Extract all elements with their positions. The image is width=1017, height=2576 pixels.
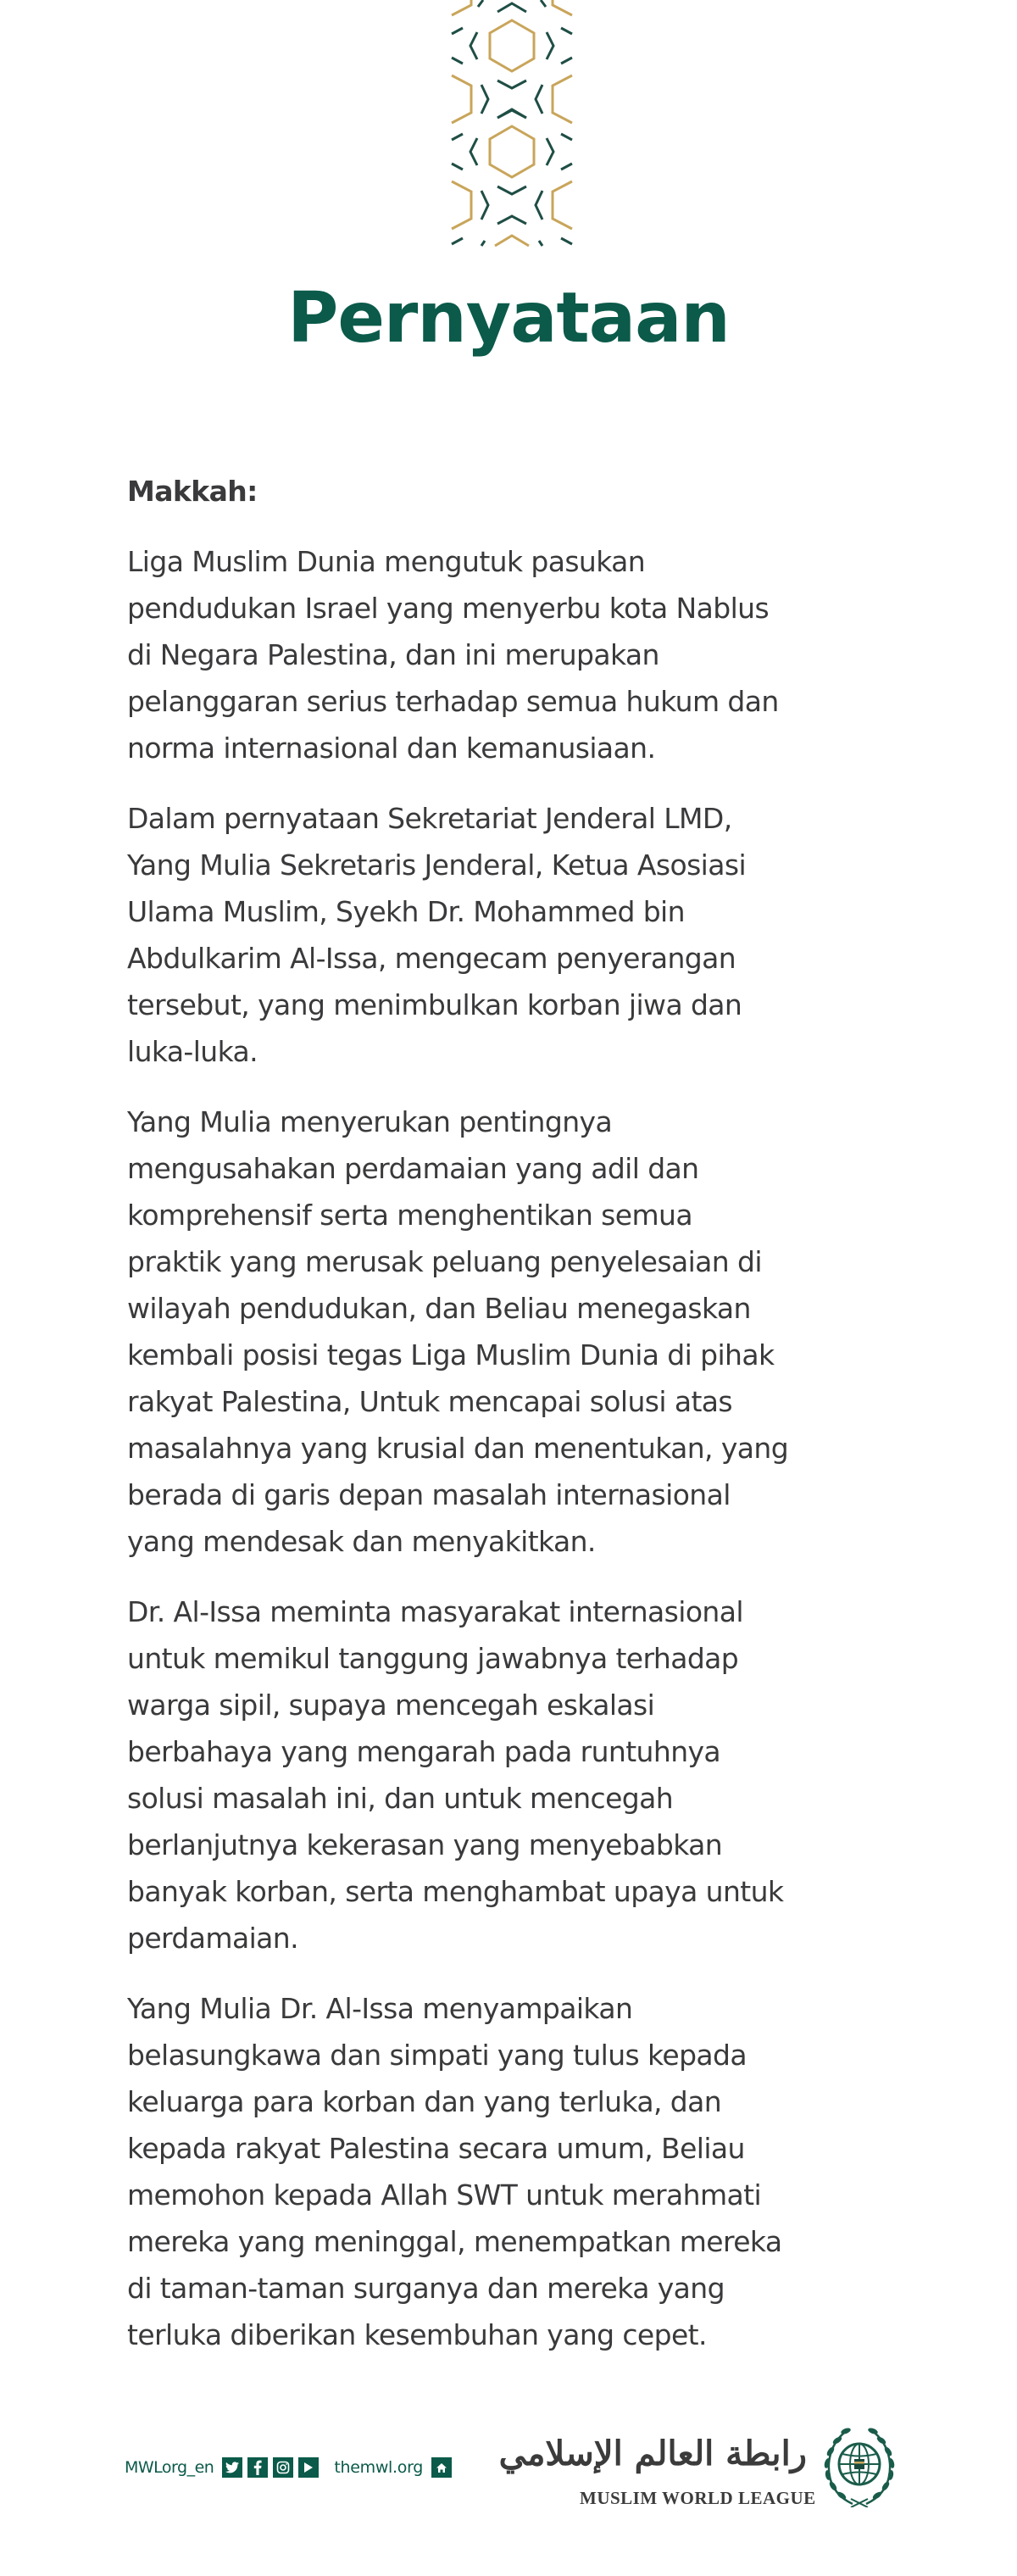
text-line: pelanggaran serius terhadap semua hukum dan	[127, 685, 779, 718]
page-title: Pernyataan	[287, 278, 730, 359]
text-line: terluka diberikan kesembuhan yang cepet.	[127, 2318, 707, 2351]
text-line: berada di garis depan masalah internasional	[127, 1478, 731, 1511]
globe-laurel-emblem-icon	[819, 2426, 900, 2507]
text-line: keluarga para korban dan yang terluka, dan	[127, 2085, 722, 2118]
paragraph-1	[127, 538, 907, 771]
text-line: Yang Mulia Sekretaris Jenderal, Ketua Asosiasi	[127, 848, 747, 882]
text-line: mereka yang meninggal, menempatkan mereka	[127, 2225, 782, 2258]
text-line: rakyat Palestina, Untuk mencapai solusi atas	[127, 1385, 733, 1418]
home-icon[interactable]	[431, 2457, 452, 2478]
logo-arabic-text: رابطة العالم الإسلامي	[498, 2434, 807, 2473]
text-line: Dr. Al-Issa meminta masyarakat internasional	[127, 1595, 743, 1628]
text-line: Dalam pernyataan Sekretariat Jenderal LMD,	[127, 802, 732, 835]
text-line: perdamaian.	[127, 1922, 298, 1955]
text-line: Liga Muslim Dunia mengutuk pasukan	[127, 545, 646, 578]
paragraph-3	[127, 1099, 907, 1565]
paragraph-2	[127, 795, 907, 1075]
text-line: pendudukan Israel yang menyerbu kota Nablus	[127, 592, 770, 625]
dateline: Makkah:	[127, 475, 258, 508]
text-line: yang mendesak dan menyakitkan.	[127, 1525, 596, 1558]
youtube-icon[interactable]	[298, 2457, 319, 2478]
mwl-logo	[498, 2424, 902, 2509]
text-line: berlanjutnya kekerasan yang menyebabkan	[127, 1828, 723, 1861]
text-line: Yang Mulia menyerukan pentingnya	[127, 1105, 613, 1138]
text-line: solusi masalah ini, dan untuk mencegah	[127, 1782, 674, 1815]
text-line: praktik yang merusak peluang penyelesaian di	[127, 1245, 762, 1278]
text-line: di taman-taman surganya dan mereka yang	[127, 2272, 725, 2305]
text-line: wilayah pendudukan, dan Beliau menegaskan	[127, 1292, 751, 1325]
text-line: belasungkawa dan simpati yang tulus kepada	[127, 2039, 747, 2072]
text-line: luka-luka.	[127, 1035, 258, 1068]
text-line: Ulama Muslim, Syekh Dr. Mohammed bin	[127, 895, 685, 928]
instagram-icon[interactable]	[273, 2457, 293, 2478]
text-line: di Negara Palestina, dan ini merupakan	[127, 638, 659, 671]
text-line: tersebut, yang menimbulkan korban jiwa dan	[127, 988, 742, 1021]
social-handle-link[interactable]: MWLorg_en	[125, 2458, 214, 2477]
footer-social	[125, 2455, 457, 2480]
paragraph-5	[127, 1985, 907, 2358]
text-line: banyak korban, serta menghambat upaya untuk	[127, 1875, 784, 1908]
text-line: kembali posisi tegas Liga Muslim Dunia di pihak	[127, 1338, 775, 1371]
facebook-icon[interactable]	[247, 2457, 268, 2478]
text-line: Yang Mulia Dr. Al-Issa menyampaikan	[127, 1992, 633, 2025]
decorative-pattern-icon	[447, 0, 576, 248]
twitter-icon[interactable]	[222, 2457, 242, 2478]
text-line: mengusahakan perdamaian yang adil dan	[127, 1152, 699, 1185]
statement-body	[127, 468, 907, 2382]
text-line: norma internasional dan kemanusiaan.	[127, 732, 656, 765]
text-line: Abdulkarim Al-Issa, mengecam penyerangan	[127, 942, 736, 975]
paragraph-4	[127, 1588, 907, 1961]
text-line: untuk memikul tanggung jawabnya terhadap	[127, 1642, 739, 1675]
text-line: kepada rakyat Palestina secara umum, Beliau	[127, 2132, 745, 2165]
text-line: komprehensif serta menghentikan semua	[127, 1199, 692, 1232]
logo-english-text: MUSLIM WORLD LEAGUE	[580, 2488, 816, 2508]
website-link[interactable]: themwl.org	[334, 2458, 424, 2477]
text-line: berbahaya yang mengarah pada runtuhnya	[127, 1735, 721, 1768]
text-line: masalahnya yang krusial dan menentukan, yang	[127, 1432, 789, 1465]
text-line: warga sipil, supaya mencegah eskalasi	[127, 1689, 655, 1722]
text-line: memohon kepada Allah SWT untuk merahmati	[127, 2178, 762, 2212]
